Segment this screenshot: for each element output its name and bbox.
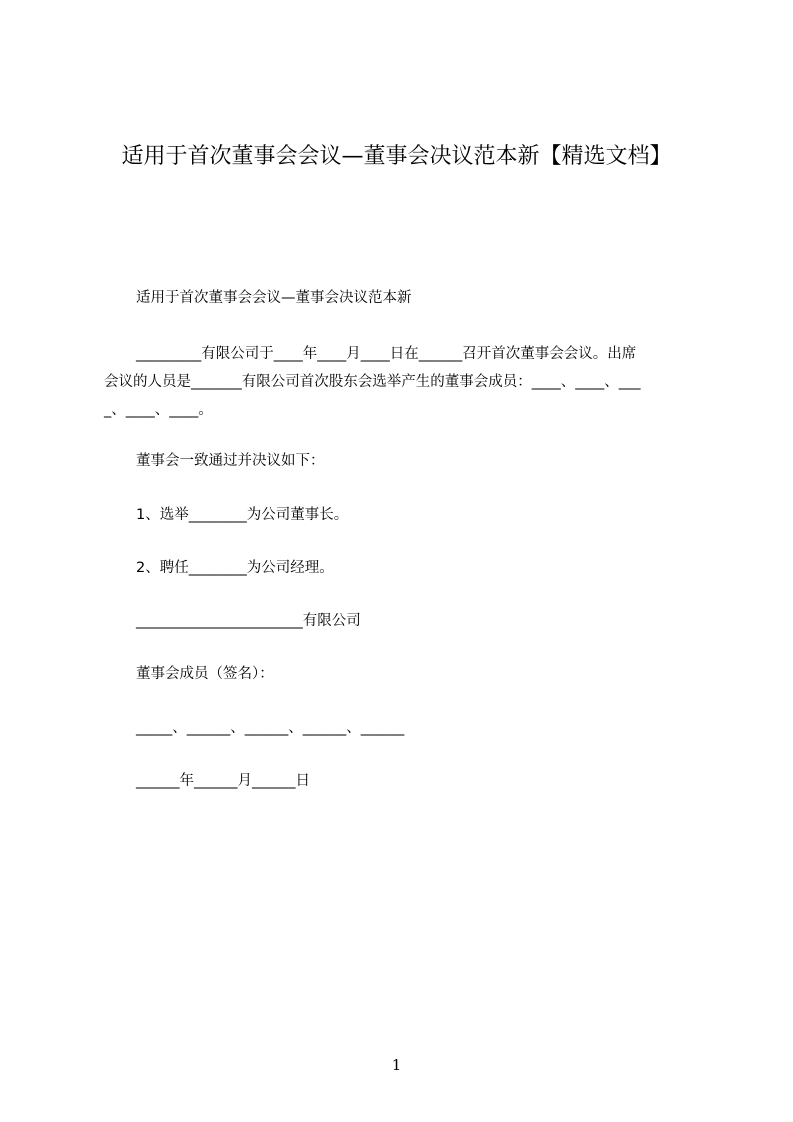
document-title: 适用于首次董事会会议—董事会决议范本新【精选文档】 — [121, 144, 672, 169]
signature-blanks: _____、______、______、______、______ — [136, 720, 405, 736]
date-line: ______年______月______日 — [136, 773, 310, 789]
resolution-item-2: 2、聘任________为公司经理。 — [136, 560, 334, 576]
paragraph-line-3: _、____、____。 — [104, 402, 213, 418]
resolution-item-1: 1、选举________为公司董事长。 — [136, 507, 349, 523]
paragraph-line-1: _________有限公司于____年____月____日在______召开首次董事会会议。出席 — [136, 346, 637, 362]
document-subtitle: 适用于首次董事会会议—董事会决议范本新 — [136, 290, 412, 306]
company-name-line: _______________________有限公司 — [136, 613, 361, 629]
paragraph-line-2: 会议的人员是_______有限公司首次股东会选举产生的董事会成员：____、____、___ — [104, 374, 641, 390]
members-signature-label: 董事会成员（签名）： — [136, 666, 274, 682]
page-number: 1 — [391, 1056, 402, 1074]
resolution-intro: 董事会一致通过并决议如下： — [136, 453, 325, 469]
